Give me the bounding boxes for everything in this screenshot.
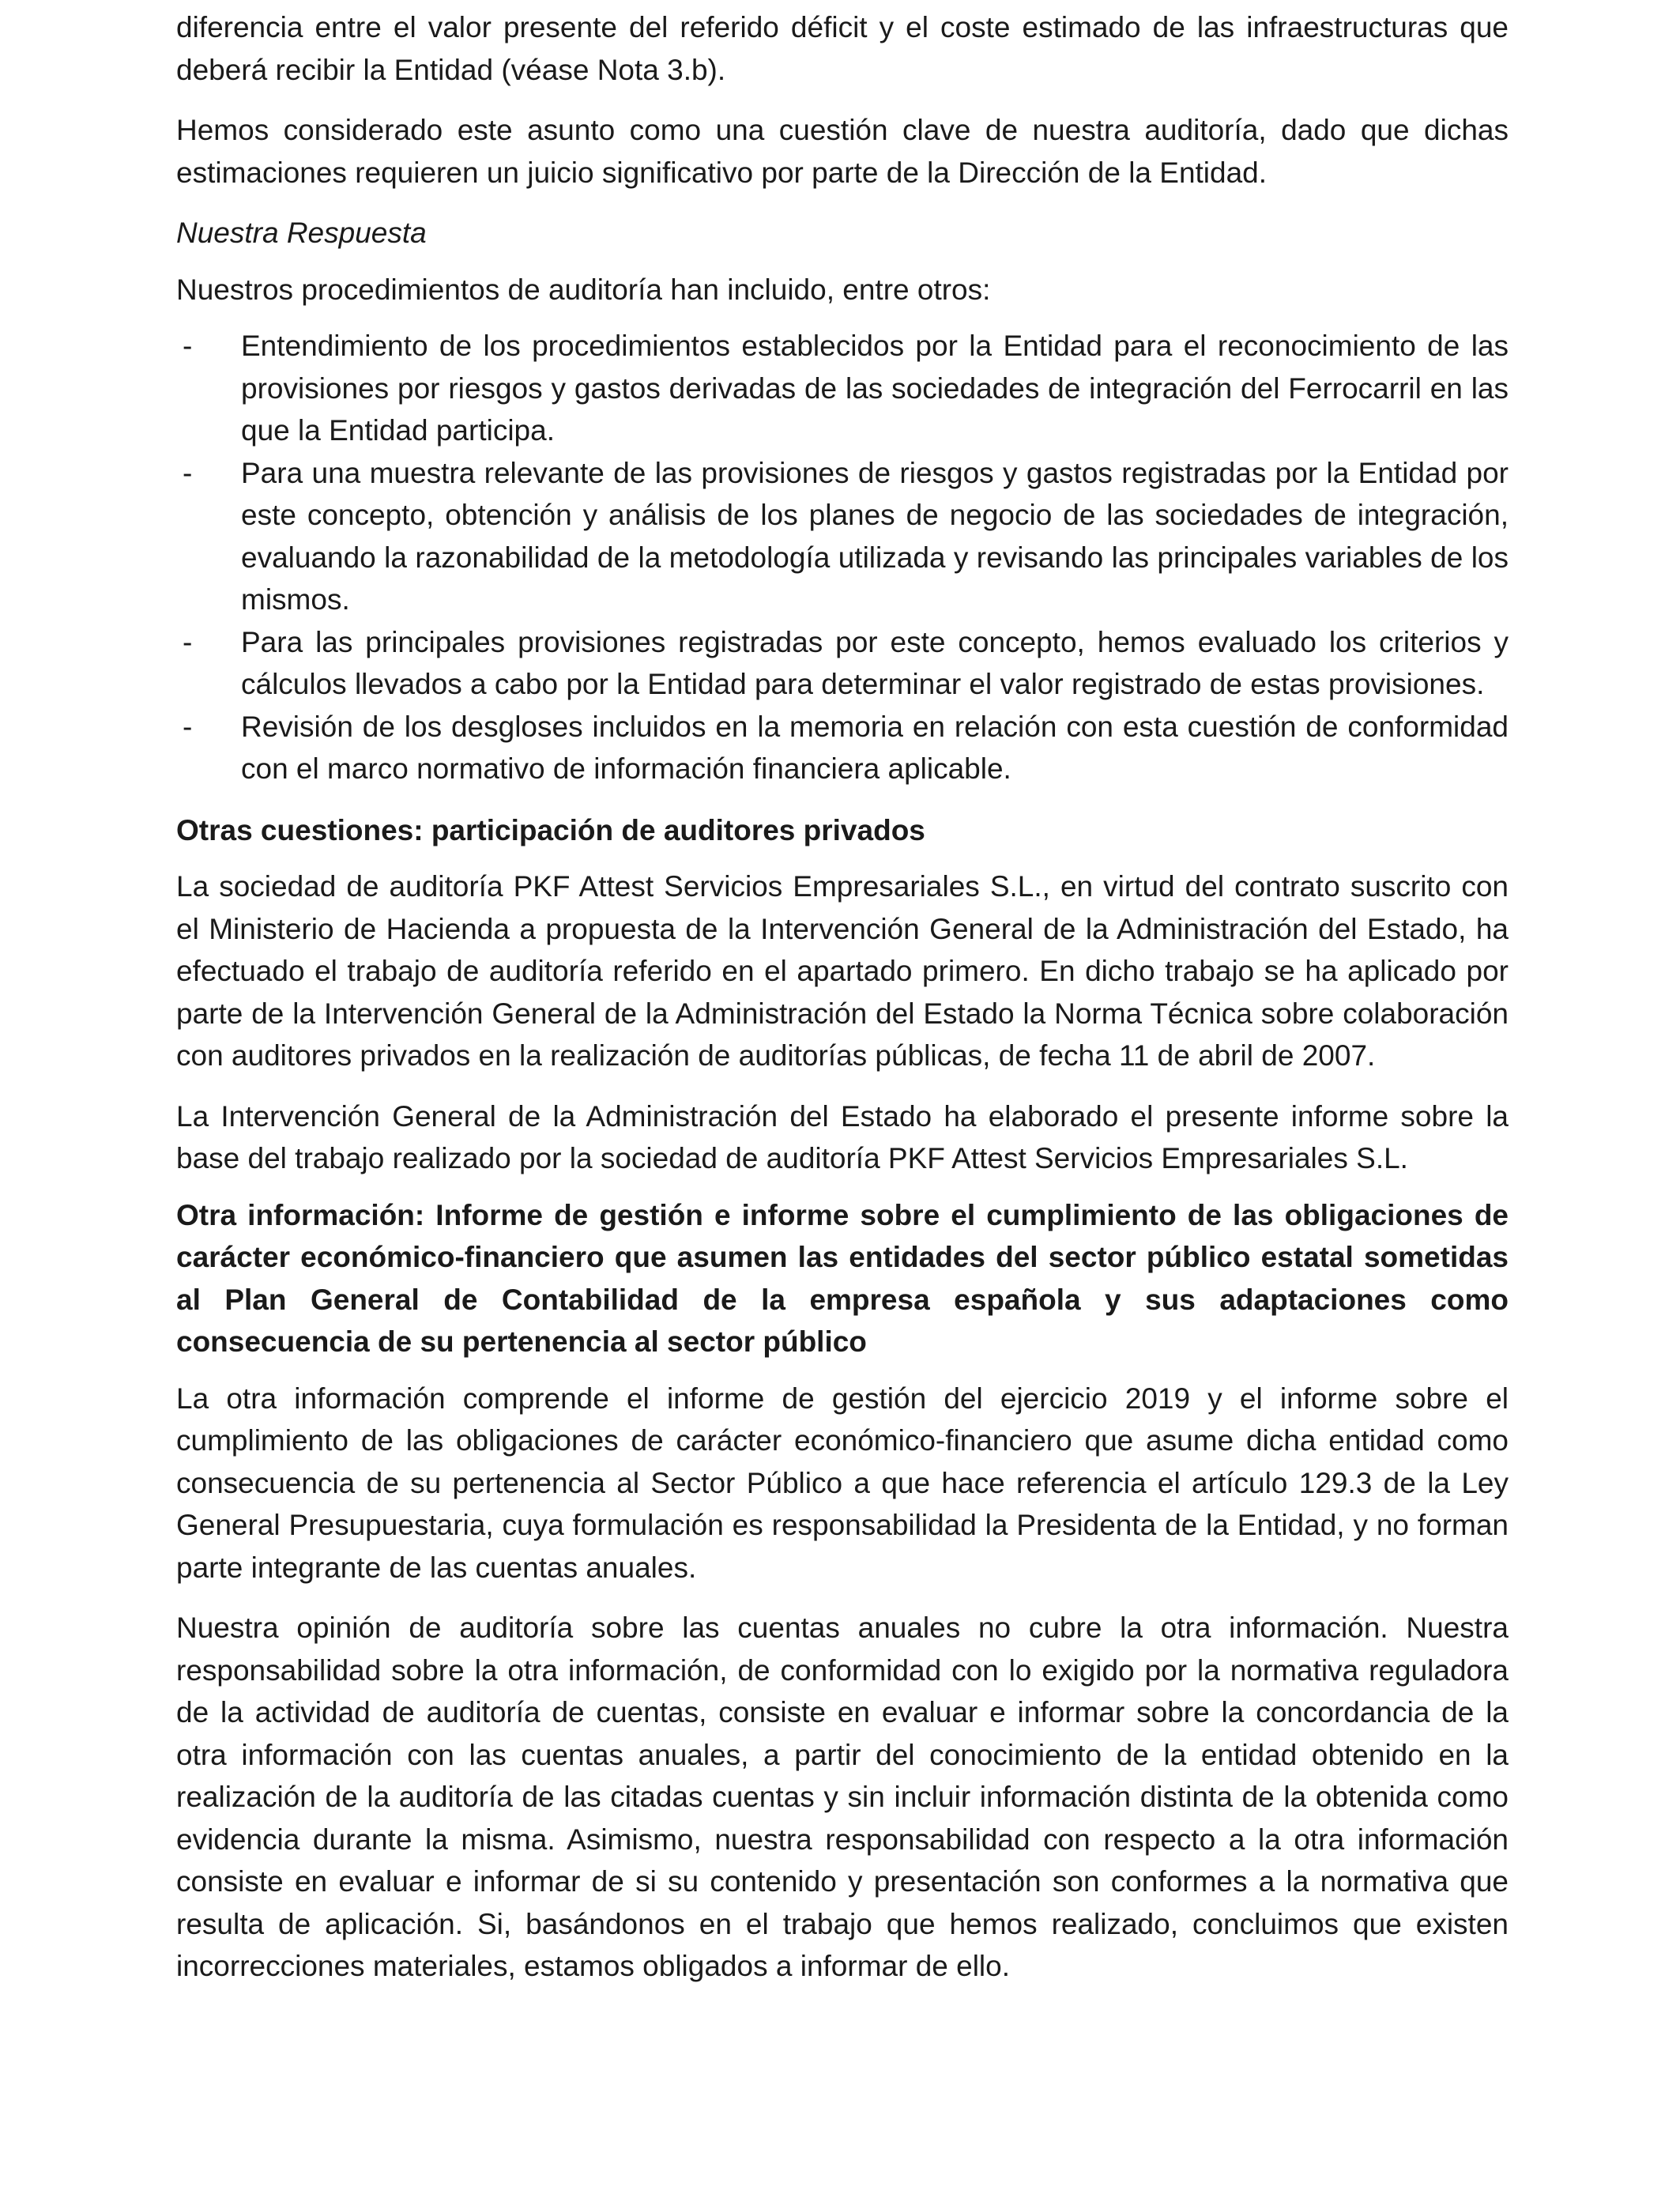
list-item-text: Revisión de los desgloses incluidos en la memoria en relación con esta cuestión de conformidad con el marco normativo de información financiera aplicable.	[241, 710, 1509, 785]
document-page	[176, 6, 1509, 2006]
list-item-text: Entendimiento de los procedimientos establecidos por la Entidad para el reconocimiento de las provisiones por riesgos y gastos derivadas de las sociedades de integración del Ferrocarril en las que la Entidad participa.	[241, 330, 1509, 447]
list-item-text: Para las principales provisiones registradas por este concepto, hemos evaluado los criterios y cálculos llevados a cabo por la Entidad para determinar el valor registrado de estas provisiones.	[241, 625, 1509, 700]
procedures-list	[176, 325, 1509, 790]
dash-bullet: -	[183, 456, 193, 489]
dash-bullet: -	[183, 710, 193, 743]
other-info-heading: Otra información: Informe de gestión e informe sobre el cumplimiento de las obligaciones de carácter económico-financiero que asumen las entidades del sector público estatal sometidas al Plan General de Contabilidad de la empresa española y sus adaptaciones como consecuencia de su pertenencia al sector público	[176, 1198, 1509, 1358]
other-matters-paragraph-2: La Intervención General de la Administración del Estado ha elaborado el presente informe sobre la base del trabajo realizado por la sociedad de auditoría PKF Attest Servicios Empresariales S.L.	[176, 1099, 1509, 1174]
procedures-intro: Nuestros procedimientos de auditoría han incluido, entre otros:	[176, 273, 991, 306]
list-item-text: Para una muestra relevante de las provisiones de riesgos y gastos registradas por la Entidad por este concepto, obtención y análisis de los planes de negocio de las sociedades de integración, evaluando la razonabilidad de la metodología utilizada y revisando las principales variables de los mismos.	[241, 456, 1509, 616]
intro-paragraph: diferencia entre el valor presente del referido déficit y el coste estimado de las infraestructuras que deberá recibir la Entidad (véase Nota 3.b).	[176, 11, 1509, 86]
dash-bullet: -	[183, 330, 193, 362]
dash-bullet: -	[183, 625, 193, 658]
other-info-paragraph-2: Nuestra opinión de auditoría sobre las cuentas anuales no cubre la otra información. Nuestra responsabilidad sobre la otra información, de conformidad con lo exigido por la normativa reguladora de la actividad de auditoría de cuentas, consiste en evaluar e informar sobre la concordancia de la otra información con las cuentas anuales, a partir del conocimiento de la entidad obtenido en la realización de la auditoría de las citadas cuentas y sin incluir información distinta de la obtenida como evidencia durante la misma. Asimismo, nuestra responsabilidad con respecto a la otra información consiste en evaluar e informar de si su contenido y presentación son conformes a la normativa que resulta de aplicación. Si, basándonos en el trabajo que hemos realizado, concluimos que existen incorrecciones materiales, estamos obligados a informar de ello.	[176, 1612, 1509, 1982]
list-item	[176, 621, 1509, 706]
list-item	[176, 452, 1509, 621]
key-matter-paragraph: Hemos considerado este asunto como una cuestión clave de nuestra auditoría, dado que dichas estimaciones requieren un juicio significativo por parte de la Dirección de la Entidad.	[176, 114, 1509, 189]
other-info-paragraph-1: La otra información comprende el informe de gestión del ejercicio 2019 y el informe sobre el cumplimiento de las obligaciones de carácter económico-financiero que asume dicha entidad como consecuencia de su pertenencia al Sector Público a que hace referencia el artículo 129.3 de la Ley General Presupuestaria, cuya formulación es responsabilidad la Presidenta de la Entidad, y no forman parte integrante de las cuentas anuales.	[176, 1382, 1509, 1584]
other-matters-paragraph-1: La sociedad de auditoría PKF Attest Servicios Empresariales S.L., en virtud del contrato suscrito con el Ministerio de Hacienda a propuesta de la Intervención General de la Administración del Estado, ha efectuado el trabajo de auditoría referido en el apartado primero. En dicho trabajo se ha aplicado por parte de la Intervención General de la Administración del Estado la Norma Técnica sobre colaboración con auditores privados en la realización de auditorías públicas, de fecha 11 de abril de 2007.	[176, 870, 1509, 1072]
other-matters-heading: Otras cuestiones: participación de auditores privados	[176, 813, 925, 846]
list-item	[176, 325, 1509, 452]
response-subheading: Nuestra Respuesta	[176, 217, 427, 249]
list-item	[176, 706, 1509, 790]
